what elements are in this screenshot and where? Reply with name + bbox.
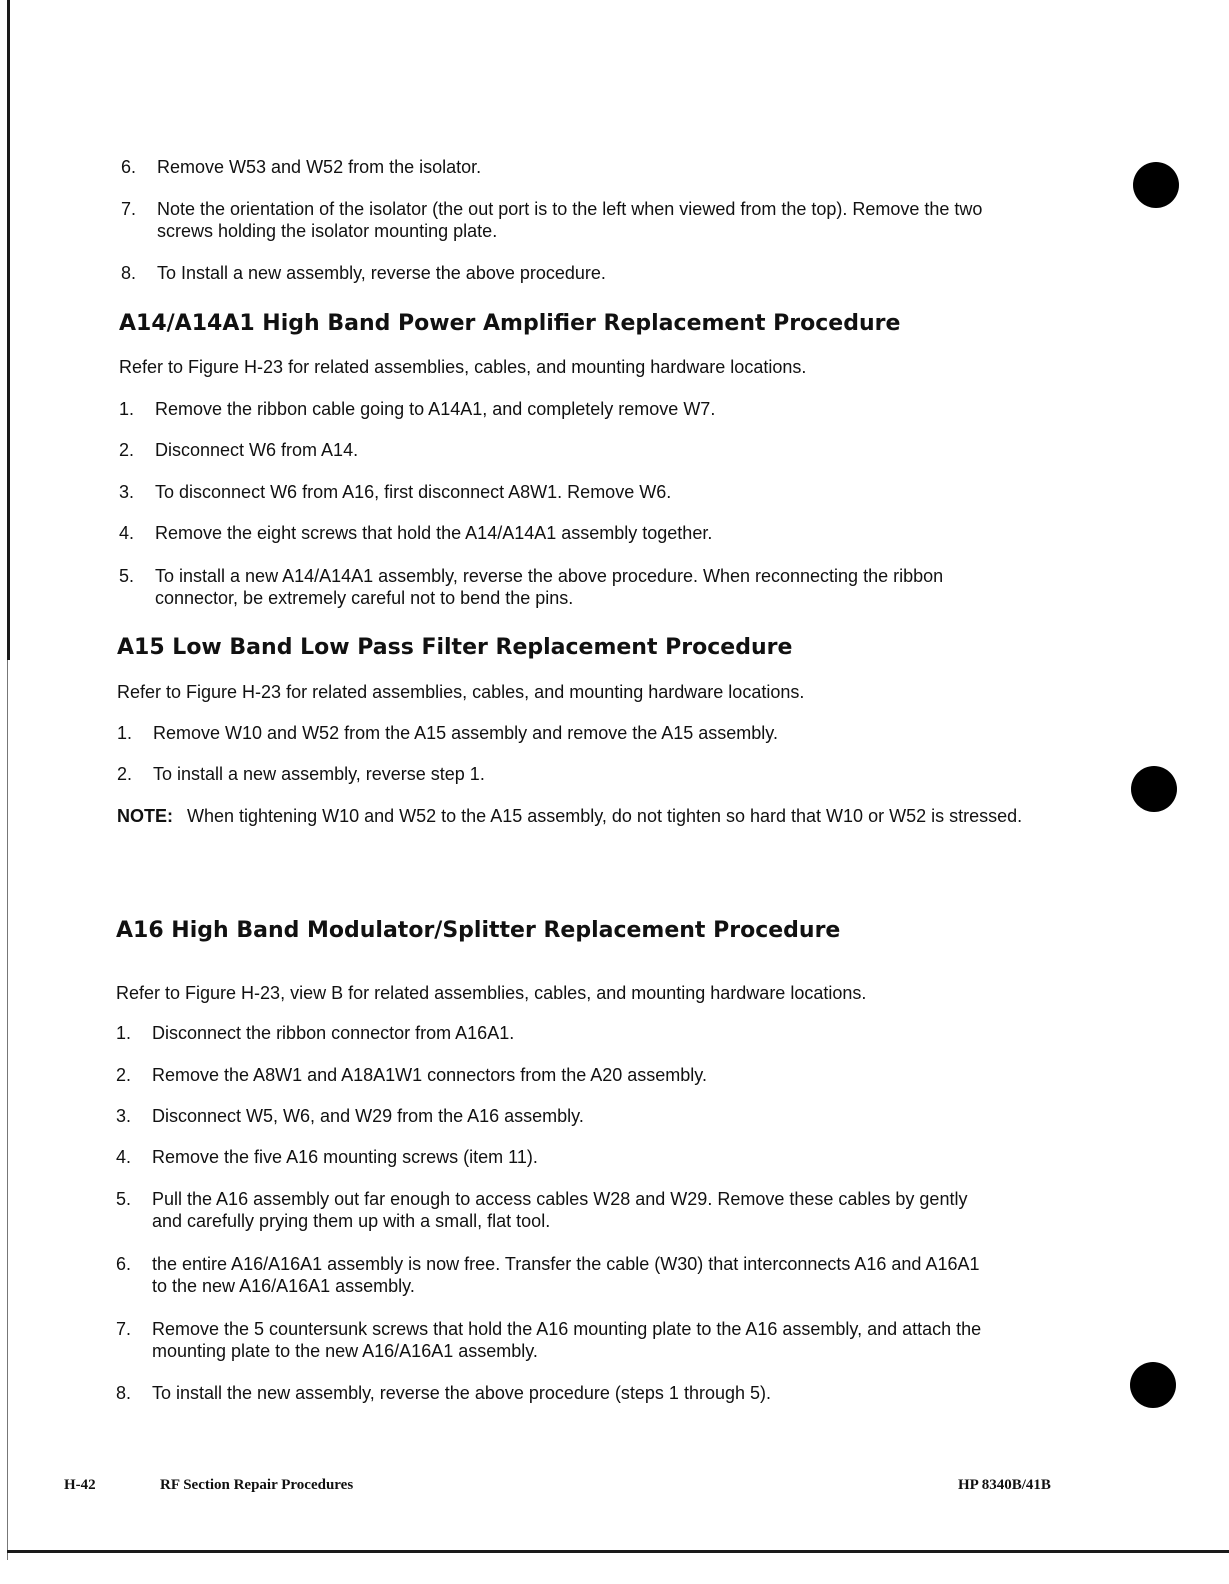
step-number: 1.	[116, 1023, 132, 1043]
step-text: Note the orientation of the isolator (the out port is to the left when viewed from the top). Remove the two screws holding the isolator mounting plate.	[157, 199, 983, 241]
step-text: Disconnect W6 from A14.	[155, 440, 359, 460]
list-item	[116, 1146, 996, 1168]
list-item	[119, 481, 999, 503]
step-number: 5.	[119, 566, 135, 586]
step-number: 1.	[119, 399, 135, 419]
binder-hole-top	[1133, 162, 1179, 208]
section-intro-a16: Refer to Figure H-23, view B for related assemblies, cables, and mounting hardware locations.	[116, 983, 867, 1003]
footer-section-title: RF Section Repair Procedures	[160, 1477, 354, 1493]
step-number: 2.	[117, 764, 133, 784]
list-item	[116, 1318, 996, 1362]
list-item	[121, 262, 1001, 284]
list-item	[119, 522, 999, 544]
note-block	[117, 805, 1037, 827]
step-number: 3.	[116, 1106, 132, 1126]
step-number: 8.	[121, 263, 137, 283]
list-item	[116, 1382, 996, 1404]
footer-model: HP 8340B/41B	[958, 1477, 1051, 1493]
section-heading-a14: A14/A14A1 High Band Power Amplifier Replacement Procedure	[119, 311, 901, 336]
step-number: 3.	[119, 482, 135, 502]
footer-page-number: H-42	[64, 1477, 96, 1493]
note-label: NOTE:	[117, 806, 173, 826]
step-text: Disconnect the ribbon connector from A16A1.	[152, 1023, 515, 1043]
list-item	[121, 156, 1001, 178]
left-margin-rule	[7, 0, 10, 660]
step-number: 7.	[121, 199, 137, 219]
list-item	[119, 398, 999, 420]
step-number: 1.	[117, 723, 133, 743]
step-number: 8.	[116, 1383, 132, 1403]
step-text: Remove the 5 countersunk screws that hold the A16 mounting plate to the A16 assembly, and attach the mounting plate to the new A16/A16A1 assembly.	[152, 1319, 982, 1361]
step-number: 6.	[116, 1254, 132, 1274]
note-text: When tightening W10 and W52 to the A15 assembly, do not tighten so hard that W10 or W52 is stressed.	[187, 806, 1023, 826]
step-text: the entire A16/A16A1 assembly is now free. Transfer the cable (W30) that interconnects A16 and A16A1 to the new A16/A16A1 assembly.	[152, 1254, 980, 1296]
binder-hole-middle	[1131, 766, 1177, 812]
step-text: To disconnect W6 from A16, first disconnect A8W1. Remove W6.	[155, 482, 672, 502]
step-number: 7.	[116, 1319, 132, 1339]
binder-hole-bottom	[1130, 1362, 1176, 1408]
step-text: Remove the ribbon cable going to A14A1, and completely remove W7.	[155, 399, 716, 419]
section-heading-a16: A16 High Band Modulator/Splitter Replacement Procedure	[116, 918, 841, 943]
step-number: 6.	[121, 157, 137, 177]
list-item	[116, 1105, 996, 1127]
list-item	[116, 1188, 996, 1232]
list-item	[121, 198, 1001, 242]
step-text: Pull the A16 assembly out far enough to access cables W28 and W29. Remove these cables by gently and carefully prying them up with a small, flat tool.	[152, 1189, 968, 1231]
list-item	[117, 763, 997, 785]
section-heading-a15: A15 Low Band Low Pass Filter Replacement Procedure	[117, 635, 793, 660]
step-text: Remove the A8W1 and A18A1W1 connectors from the A20 assembly.	[152, 1065, 707, 1085]
step-number: 4.	[116, 1147, 132, 1167]
step-text: Remove the five A16 mounting screws (item 11).	[152, 1147, 538, 1167]
list-item	[117, 722, 997, 744]
section-intro-a15: Refer to Figure H-23 for related assemblies, cables, and mounting hardware locations.	[117, 682, 805, 702]
step-text: To install a new A14/A14A1 assembly, reverse the above procedure. When reconnecting the ribbon connector, be extremely careful not to bend the pins.	[155, 566, 944, 608]
step-text: Remove the eight screws that hold the A14/A14A1 assembly together.	[155, 523, 713, 543]
step-number: 4.	[119, 523, 135, 543]
step-text: Remove W53 and W52 from the isolator.	[157, 157, 482, 177]
step-text: Disconnect W5, W6, and W29 from the A16 assembly.	[152, 1106, 584, 1126]
list-item	[116, 1022, 996, 1044]
bottom-margin-rule	[7, 1550, 1229, 1553]
step-text: To install a new assembly, reverse step 1.	[153, 764, 485, 784]
section-intro-a14: Refer to Figure H-23 for related assemblies, cables, and mounting hardware locations.	[119, 357, 807, 377]
list-item	[116, 1064, 996, 1086]
list-item	[119, 439, 999, 461]
left-margin-rule-lower	[7, 660, 8, 1560]
step-text: To install the new assembly, reverse the above procedure (steps 1 through 5).	[152, 1383, 771, 1403]
step-number: 2.	[116, 1065, 132, 1085]
step-number: 5.	[116, 1189, 132, 1209]
step-text: To Install a new assembly, reverse the above procedure.	[157, 263, 606, 283]
step-number: 2.	[119, 440, 135, 460]
list-item	[116, 1253, 996, 1297]
list-item	[119, 565, 999, 609]
step-text: Remove W10 and W52 from the A15 assembly and remove the A15 assembly.	[153, 723, 778, 743]
